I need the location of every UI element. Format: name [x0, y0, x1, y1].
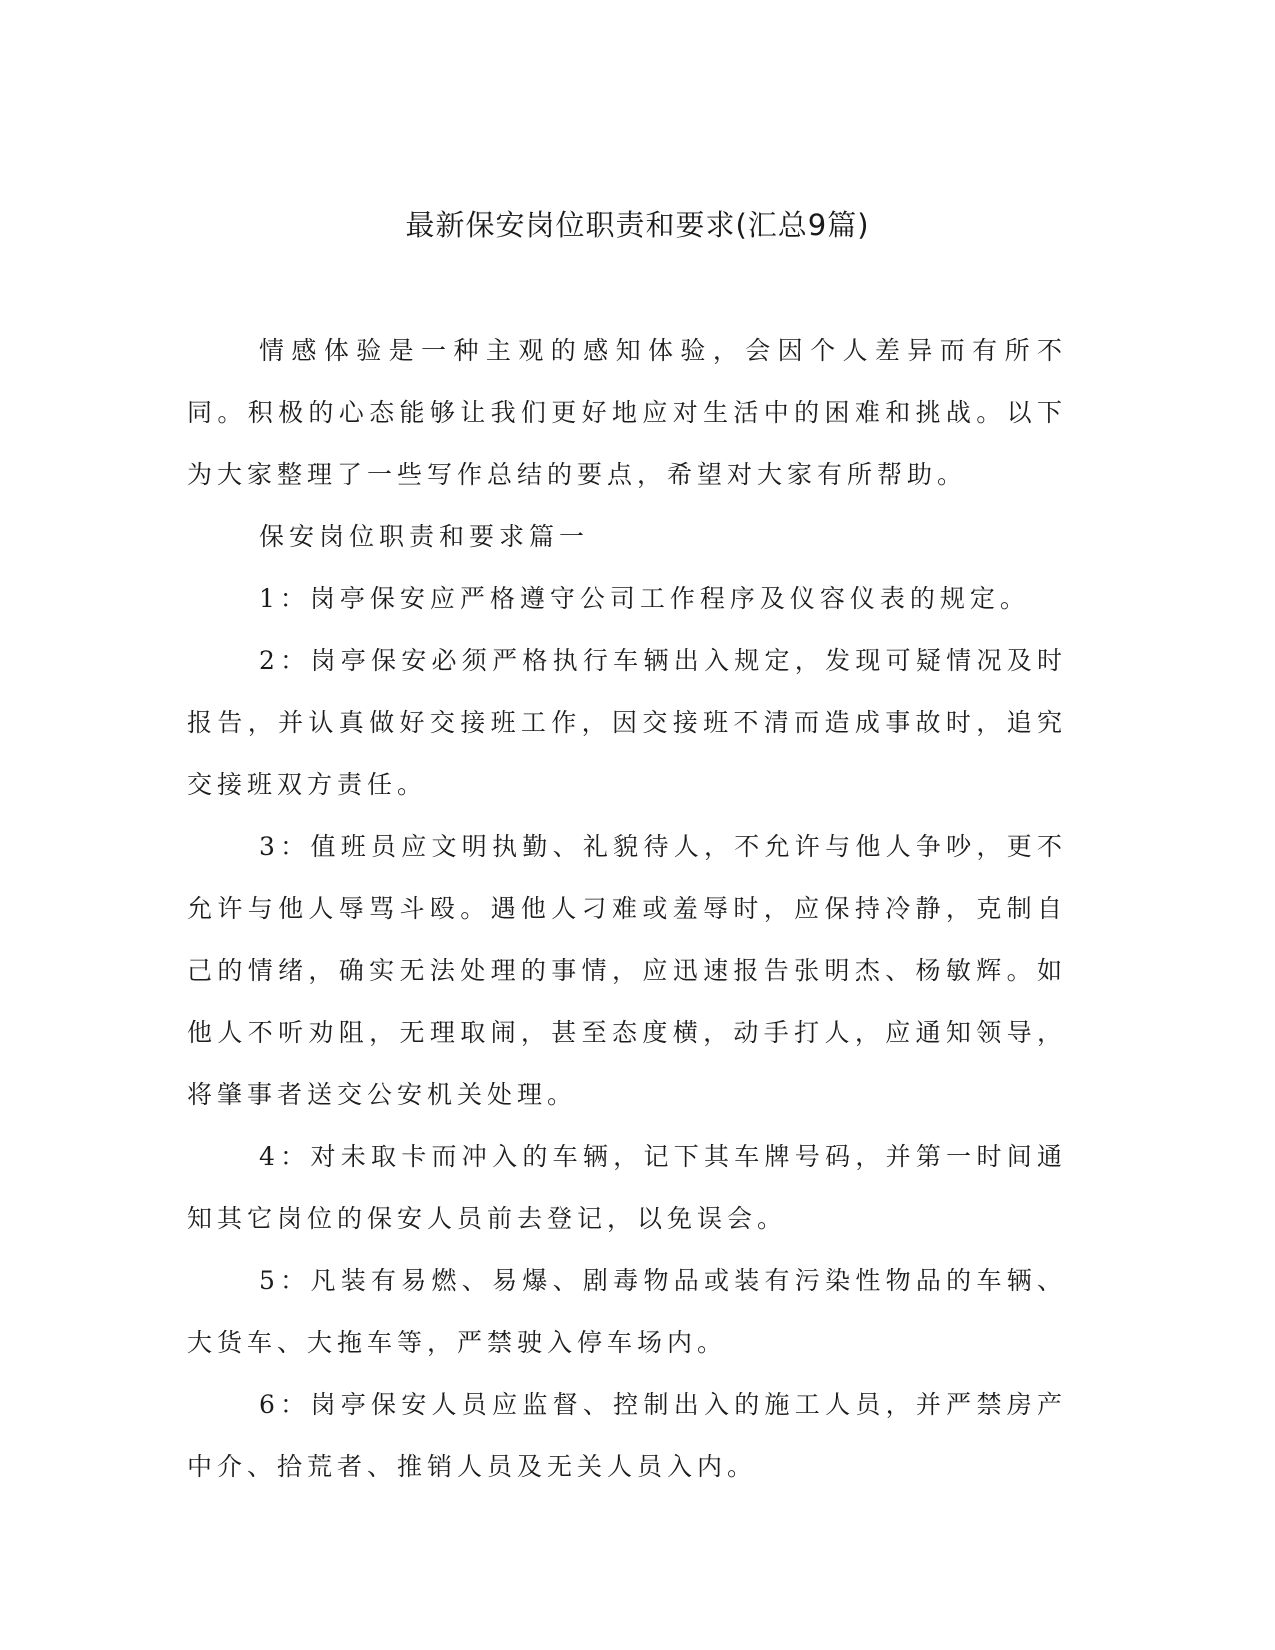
document-title: 最新保安岗位职责和要求(汇总9篇) — [405, 208, 870, 242]
duty-item-4: 4：对未取卡而冲入的车辆，记下其车牌号码，并第一时间通知其它岗位的保安人员前去登记，以免误会。 — [187, 1142, 1067, 1233]
duty-item-3: 3：值班员应文明执勤、礼貌待人，不允许与他人争吵，更不允许与他人辱骂斗殴。遇他人刁难或羞辱时，应保持冷静，克制自己的情绪，确实无法处理的事情，应迅速报告张明杰、杨敏辉。如他人不听劝阻，无理取闹，甚至态度横，动手打人，应通知领导，将肇事者送交公安机关处理。 — [187, 832, 1067, 1109]
document-body — [187, 320, 1067, 1498]
duty-item-2: 2：岗亭保安必须严格执行车辆出入规定，发现可疑情况及时报告，并认真做好交接班工作，因交接班不清而造成事故时，追究交接班双方责任。 — [187, 646, 1067, 799]
section-heading: 保安岗位职责和要求篇一 — [259, 522, 590, 551]
duty-item-1: 1：岗亭保安应严格遵守公司工作程序及仪容仪表的规定。 — [259, 584, 1030, 613]
duty-item-5: 5：凡装有易燃、易爆、剧毒物品或装有污染性物品的车辆、大货车、大拖车等，严禁驶入停车场内。 — [187, 1266, 1067, 1357]
duty-item-6: 6：岗亭保安人员应监督、控制出入的施工人员，并严禁房产中介、拾荒者、推销人员及无关人员入内。 — [187, 1390, 1067, 1481]
intro-paragraph: 情感体验是一种主观的感知体验，会因个人差异而有所不同。积极的心态能够让我们更好地应对生活中的困难和挑战。以下为大家整理了一些写作总结的要点，希望对大家有所帮助。 — [187, 336, 1067, 489]
